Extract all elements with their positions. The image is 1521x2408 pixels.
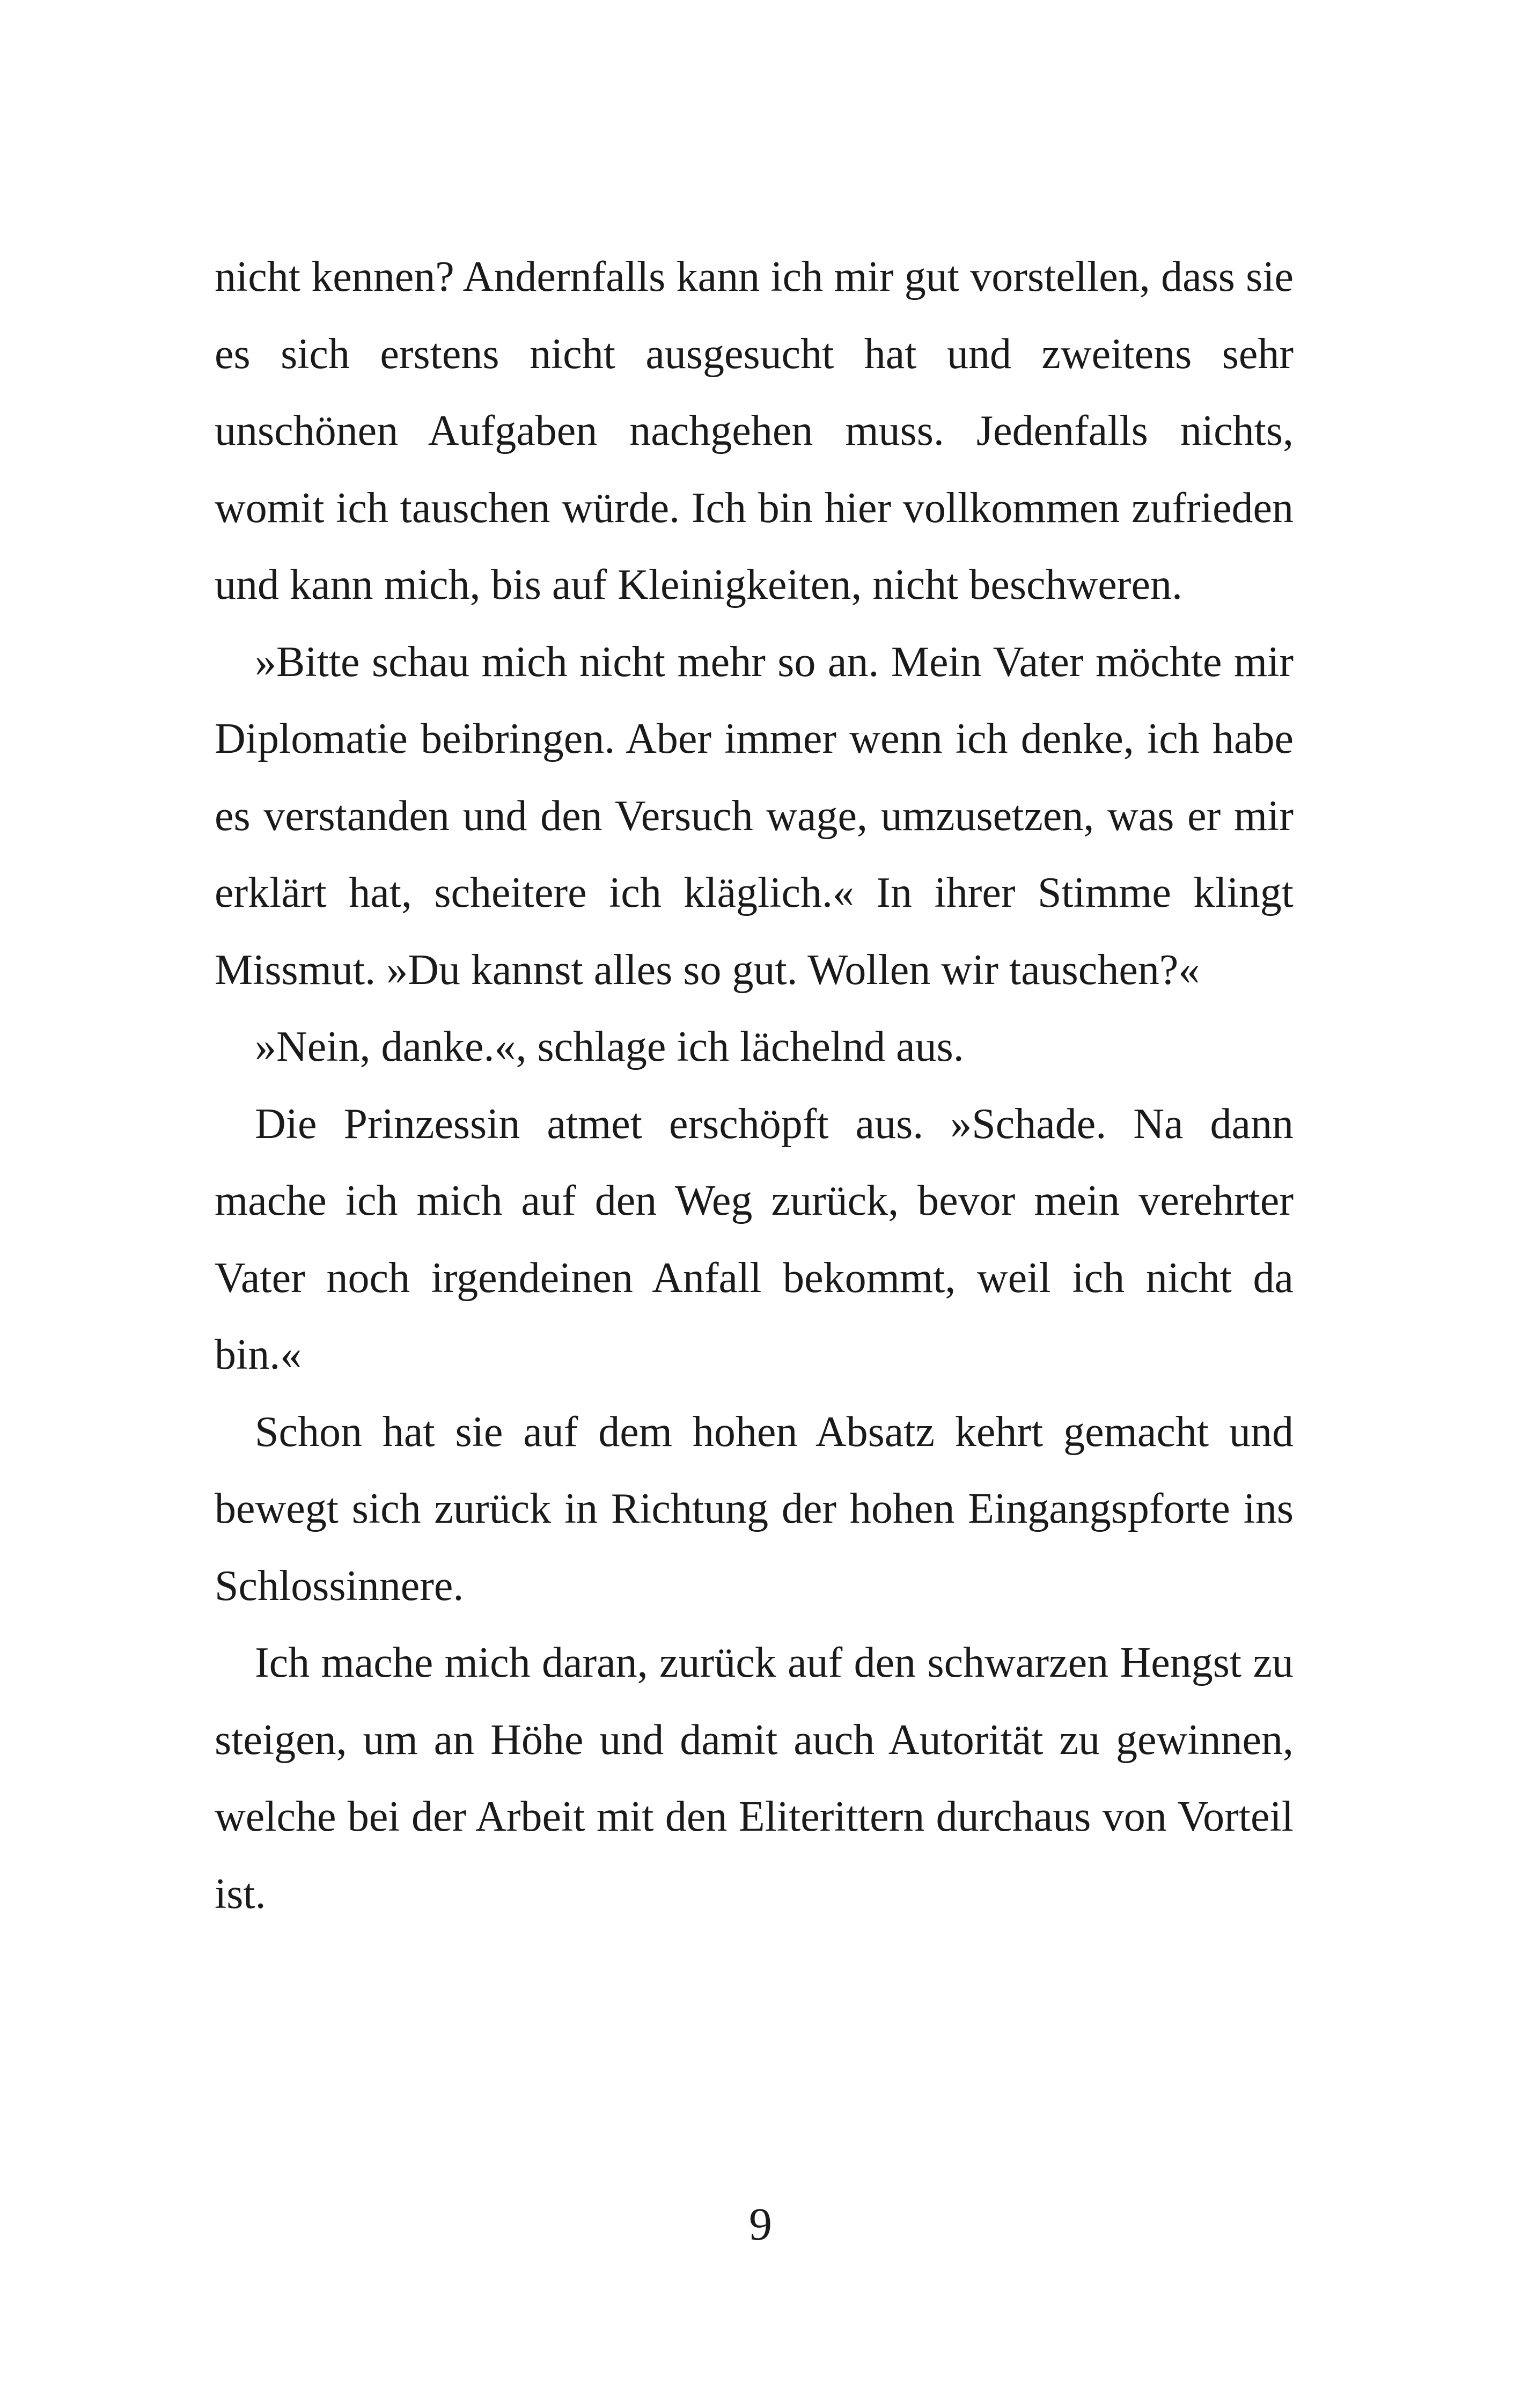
paragraph-6: Ich mache mich daran, zurück auf den schwarzen Hengst zu steigen, um an Höhe und damit auch Autorität zu gewinnen, welche bei der Arbeit mit den Eliterittern durchaus von Vorteil ist.	[215, 1639, 1294, 1918]
paragraph-2: »Bitte schau mich nicht mehr so an. Mein Vater möchte mir Diplomatie beibringen. Aber immer wenn ich denke, ich habe es verstanden und den Versuch wage, umzusetzen, was er mir erklärt hat, scheitere ich kläglich.« In ihrer Stimme klingt Missmut. »Du kannst alles so gut. Wollen wir tauschen?«	[215, 638, 1294, 994]
paragraph-5: Schon hat sie auf dem hohen Absatz kehrt gemacht und bewegt sich zurück in Richtung der hohen Eingangspforte ins Schlossinnere.	[215, 1408, 1294, 1610]
paragraph-1: nicht kennen? Andernfalls kann ich mir gut vorstellen, dass sie es sich erstens nicht ausgesucht hat und zweitens sehr unschönen Aufgaben nachgehen muss. Jedenfalls nichts, womit ich tauschen würde. Ich bin hier vollkommen zufrieden und kann mich, bis auf Kleinigkeiten, nicht beschweren.	[215, 253, 1294, 608]
body-text	[215, 239, 1294, 1933]
paragraph-3: »Nein, danke.«, schlage ich lächelnd aus.	[255, 1023, 964, 1070]
paragraph-4: Die Prinzessin atmet erschöpft aus. »Schade. Na dann mache ich mich auf den Weg zurück, bevor mein verehrter Vater noch irgendeinen Anfall bekommt, weil ich nicht da bin.«	[215, 1100, 1294, 1378]
page-number: 9	[749, 2198, 772, 2250]
